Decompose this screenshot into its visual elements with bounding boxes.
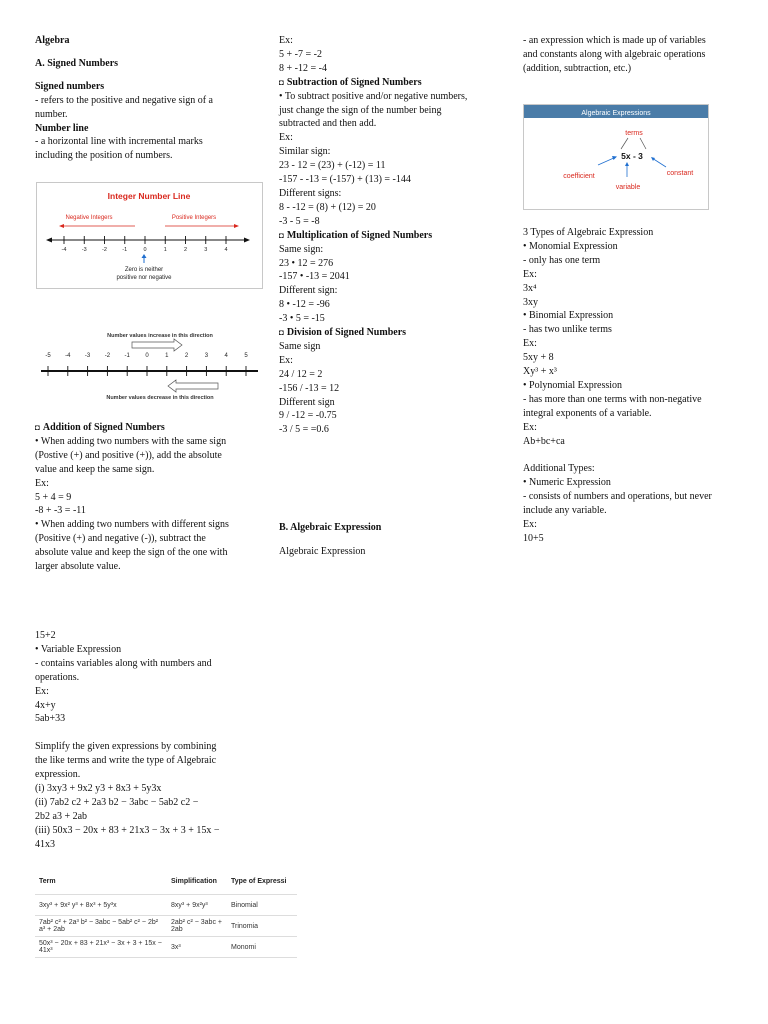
square-bullet-icon: ◘ <box>279 230 284 240</box>
types-line: Ex: <box>523 421 537 433</box>
tick-label: 2 <box>184 353 189 359</box>
subtraction-line: 8 - -12 = (8) + (12) = 20 <box>279 201 376 213</box>
section-b-heading: B. Algebraic Expression <box>279 522 382 533</box>
bottom-line: - contains variables along with numbers and <box>35 657 212 669</box>
types-line: 3 Types of Algebraic Expression <box>523 227 654 238</box>
signed-numbers-heading: Signed numbers <box>35 80 105 92</box>
table-header-simplification: Simplification <box>167 868 227 895</box>
division-line: Ex: <box>279 354 293 366</box>
subtraction-line: • To subtract positive and/or negative numbers, <box>279 90 468 102</box>
types-lines <box>523 226 758 546</box>
positive-integers-label: Positive Integers <box>171 215 217 221</box>
type-cell: Binomial <box>227 895 297 916</box>
table-header-row <box>35 868 297 895</box>
subtraction-heading: ◘ Subtraction of Signed Numbers <box>279 76 422 88</box>
tick-label: -4 <box>65 353 71 359</box>
types-line: Ex: <box>523 338 537 350</box>
terms-label: terms <box>625 130 643 137</box>
types-line: Ex: <box>523 519 537 531</box>
simplification-cell: 2ab² c² − 3abc + 2ab <box>167 916 227 937</box>
negative-integers-label: Negative Integers <box>65 215 113 221</box>
term-cell: 50x³ − 20x + 83 + 21x³ − 3x + 3 + 15x − 41x³ <box>35 937 167 958</box>
diagram-header: Algebraic Expressions <box>581 110 651 117</box>
type-cell: Trinomia <box>227 916 297 937</box>
number-direction-graphic <box>36 328 264 404</box>
bottom-line: 41x3 <box>35 838 55 850</box>
multiplication-line: Different sign: <box>279 285 338 297</box>
division-heading: ◘ Division of Signed Numbers <box>279 327 407 339</box>
zero-note-line-2: positive nor negative <box>116 275 172 281</box>
signed-numbers-def-1: - refers to the positive and negative sign of a <box>35 94 213 106</box>
types-line: - has two unlike terms <box>523 324 612 336</box>
definition-line: and constants along with algebraic operations <box>523 48 706 60</box>
bottom-line: operations. <box>35 671 80 683</box>
simplification-cell: 3x³ <box>167 937 227 958</box>
bottom-line: 4x+y <box>35 699 56 711</box>
algebraic-expressions-diagram <box>523 104 709 210</box>
addition-lines <box>35 435 267 574</box>
middle-column <box>279 34 494 437</box>
algebraic-expression-label: Algebraic Expression <box>279 545 366 557</box>
simplification-table <box>35 868 297 958</box>
multiplication-lines <box>279 243 494 326</box>
types-section <box>523 226 758 546</box>
types-line: - has more than one terms with non-negative <box>523 393 702 405</box>
table-row <box>35 937 297 958</box>
addition-section <box>35 421 267 574</box>
types-line: Xy³ + x³ <box>523 366 557 378</box>
integer-number-line-figure <box>36 182 263 289</box>
addition-line: • When adding two numbers with the same sign <box>35 435 227 447</box>
subtraction-line: -3 - 5 = -8 <box>279 215 320 227</box>
division-line: 9 / -12 = -0.75 <box>279 410 337 422</box>
types-line: integral exponents of a variable. <box>523 407 652 419</box>
tick-label: -2 <box>102 247 107 253</box>
right-intro <box>523 34 758 76</box>
signed-numbers-def-2: number. <box>35 108 68 120</box>
bottom-line: the like terms and write the type of Algebraic <box>35 755 217 767</box>
multiplication-line: 23 • 12 = 276 <box>279 257 334 269</box>
type-cell: Monomi <box>227 937 297 958</box>
tick-label: -3 <box>81 247 87 253</box>
tick-label: -4 <box>61 247 67 253</box>
addition-line: (Postive (+) and positive (+)), add the absolute <box>35 449 222 461</box>
types-line <box>523 449 758 463</box>
division-line: -3 / 5 = =0.6 <box>279 424 329 436</box>
section-b <box>279 521 494 559</box>
types-line: • Polynomial Expression <box>523 379 623 391</box>
division-line: Same sign <box>279 340 321 352</box>
subtraction-line: subtracted and then add. <box>279 118 377 130</box>
coefficient-label: coefficient <box>563 173 595 180</box>
tick-label: 3 <box>204 353 209 359</box>
tick-label: -1 <box>122 247 128 253</box>
bottom-line <box>35 726 267 740</box>
addition-line: 5 + 4 = 9 <box>35 491 72 503</box>
bottom-line: expression. <box>35 769 81 781</box>
types-line: 10+5 <box>523 532 544 544</box>
number-direction-figure <box>36 328 264 404</box>
multiplication-heading: ◘ Multiplication of Signed Numbers <box>279 229 433 241</box>
simplification-table-wrap <box>35 868 287 956</box>
division-line: 24 / 12 = 2 <box>279 368 323 380</box>
subtraction-lines <box>279 90 494 229</box>
direction-line-ticks <box>45 353 248 376</box>
integer-line-ticks <box>62 236 228 253</box>
division-line: -156 / -13 = 12 <box>279 382 340 394</box>
square-bullet-icon: ◘ <box>35 423 40 432</box>
addition-line: value and keep the same sign. <box>35 463 155 475</box>
bottom-line: Ex: <box>35 685 49 697</box>
section-a-heading: A. Signed Numbers <box>35 57 119 69</box>
bottom-line: 15+2 <box>35 630 56 641</box>
tick-label: -1 <box>124 353 130 359</box>
table-body <box>35 895 297 958</box>
bottom-line: 5ab+33 <box>35 713 66 725</box>
algebraic-expressions-graphic <box>524 105 708 209</box>
subtraction-line: just change the sign of the number being <box>279 104 442 116</box>
tick-label: 4 <box>224 353 228 359</box>
subtraction-line: Similar sign: <box>279 146 331 158</box>
table-header-type: Type of Expressi <box>227 868 297 895</box>
definition-line: - an expression which is made up of variables <box>523 35 706 46</box>
types-line: 3xy <box>523 296 538 308</box>
definition-line: (addition, subtraction, etc.) <box>523 62 632 74</box>
tick-label: 1 <box>165 353 169 359</box>
division-lines <box>279 340 494 437</box>
number-line-def-2: including the position of numbers. <box>35 150 173 162</box>
types-line: - consists of numbers and operations, but never <box>523 491 712 503</box>
types-line: Ab+bc+ca <box>523 435 565 447</box>
integer-line-title: Integer Number Line <box>107 191 191 201</box>
tick-label: 1 <box>163 247 167 253</box>
multiplication-line: -157 • -13 = 2041 <box>279 271 350 283</box>
bottom-line: (iii) 50x3 − 20x + 83 + 21x3 − 3x + 3 + 15x − <box>35 824 220 836</box>
square-bullet-icon: ◘ <box>279 77 284 87</box>
addition-line: Ex: <box>35 477 49 489</box>
addition-heading: ◘ Addition of Signed Numbers <box>35 422 165 433</box>
bottom-section <box>35 629 267 852</box>
expression-text: 5x - 3 <box>621 151 643 161</box>
types-line: Additional Types: <box>523 463 595 475</box>
types-line: 5xy + 8 <box>523 352 554 364</box>
bottom-line: (ii) 7ab2 c2 + 2a3 b2 − 3abc − 5ab2 c2 − <box>35 796 199 808</box>
division-line: Different sign <box>279 396 335 408</box>
addition-examples <box>279 34 494 76</box>
multiplication-line: -3 • 5 = -15 <box>279 313 325 325</box>
simplification-cell: 8xy³ + 9x²y³ <box>167 895 227 916</box>
tick-label: 2 <box>183 247 188 253</box>
tick-label: 0 <box>145 353 149 359</box>
square-bullet-icon: ◘ <box>279 328 284 338</box>
bottom-line: 2b2 a3 + 2ab <box>35 810 88 822</box>
table-row <box>35 895 297 916</box>
algebraic-expression-definition <box>523 34 758 76</box>
variable-label: variable <box>615 184 641 191</box>
multiplication-line: 8 • -12 = -96 <box>279 299 330 311</box>
tick-label: 0 <box>143 247 147 253</box>
table-header-term: Term <box>35 868 167 895</box>
addition-line: absolute value and keep the sign of the one with <box>35 547 228 559</box>
tick-label: -3 <box>84 353 91 359</box>
subtraction-line: Different signs: <box>279 187 342 199</box>
bottom-line: • Variable Expression <box>35 643 122 655</box>
bottom-line: (i) 3xy3 + 9x2 y3 + 8x3 + 5y3x <box>35 782 162 794</box>
subtraction-line: -157 - -13 = (-157) + (13) = -144 <box>279 174 411 186</box>
constant-label: constant <box>666 170 694 177</box>
addition-line: -8 + -3 = -11 <box>35 505 86 517</box>
tick-label: -5 <box>45 353 51 359</box>
types-line: • Monomial Expression <box>523 240 618 252</box>
multiplication-line: Same sign: <box>279 243 324 255</box>
types-line: Ex: <box>523 268 537 280</box>
tick-label: 4 <box>224 247 228 253</box>
bottom-lines <box>35 629 267 852</box>
term-cell: 3xy³ + 9x² y³ + 8x³ + 5y³x <box>35 895 167 916</box>
tick-label: 3 <box>204 247 208 253</box>
types-line: • Binomial Expression <box>523 310 614 322</box>
types-line: 3x⁴ <box>523 282 537 294</box>
example-line: 5 + -7 = -2 <box>279 48 322 60</box>
left-column <box>35 34 265 163</box>
addition-line: larger absolute value. <box>35 561 121 573</box>
zero-note-line-1: Zero is neither <box>124 267 164 273</box>
subtraction-line: Ex: <box>279 132 293 144</box>
bottom-line: Simplify the given expressions by combining <box>35 741 217 753</box>
types-line: • Numeric Expression <box>523 477 611 489</box>
addition-line: • When adding two numbers with different signs <box>35 519 229 531</box>
example-line: Ex: <box>279 35 293 46</box>
table-row <box>35 916 297 937</box>
tick-label: -2 <box>104 353 111 359</box>
types-line: include any variable. <box>523 505 607 517</box>
number-line-def-1: - a horizontal line with incremental marks <box>35 136 203 148</box>
decrease-direction-label: Number values decrease in this direction <box>106 395 214 401</box>
number-line-heading: Number line <box>35 122 89 134</box>
types-line: - only has one term <box>523 254 601 266</box>
term-cell: 7ab² c² + 2a³ b² − 3abc − 5ab² c² − 2b² a³ + 2ab <box>35 916 167 937</box>
document-title: Algebra <box>35 35 70 46</box>
increase-direction-label: Number values increase in this direction <box>107 333 213 339</box>
integer-number-line-graphic <box>37 183 262 288</box>
example-line: 8 + -12 = -4 <box>279 62 327 74</box>
tick-label: 5 <box>244 353 248 359</box>
subtraction-line: 23 - 12 = (23) + (-12) = 11 <box>279 160 386 172</box>
addition-line: (Positive (+) and negative (-)), subtract the <box>35 533 206 545</box>
